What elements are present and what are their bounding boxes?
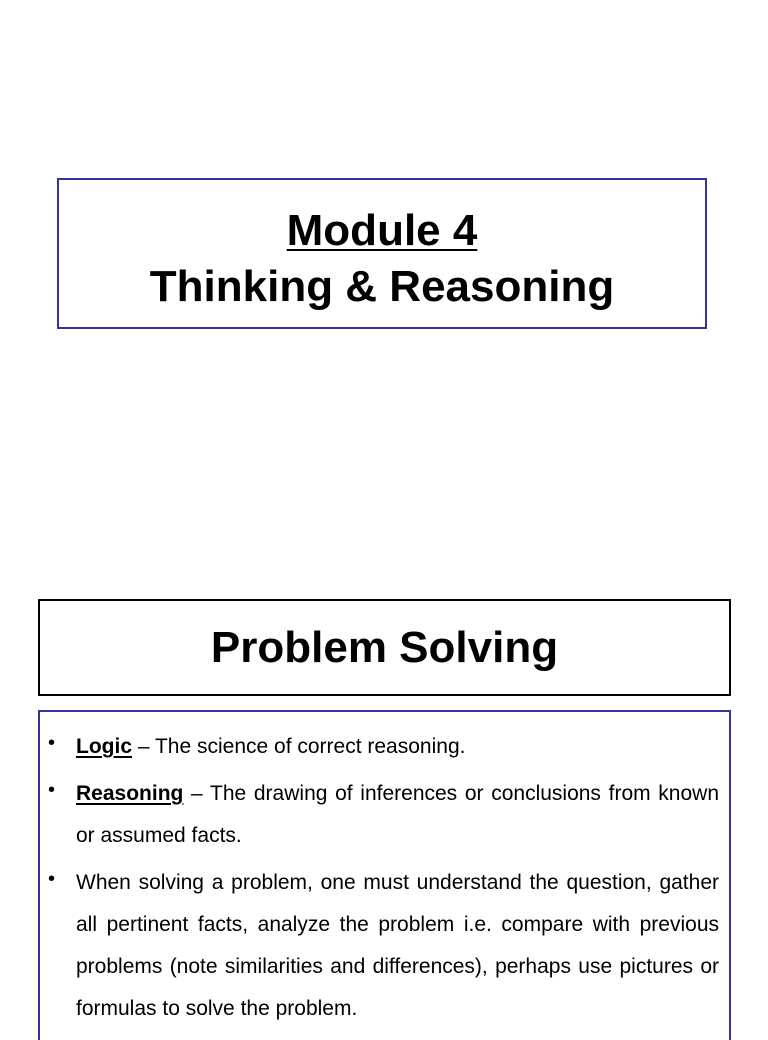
bullet-term: Reasoning: [76, 782, 184, 805]
title-box: [57, 178, 707, 329]
module-title: Module 4: [286, 206, 478, 255]
heading-box: [38, 599, 731, 696]
bullet-icon: •: [48, 779, 56, 801]
module-subtitle: Thinking & Reasoning: [149, 262, 615, 311]
bullet-text: – The science of correct reasoning.: [132, 735, 466, 758]
bullet-text: – The drawing of inferences or conclusions from known or assumed facts.: [76, 782, 719, 847]
bullet-text: When solving a problem, one must understand the question, gather all pertinent facts, analyze the problem i.e. compare with previous problems (note similarities and differences), perhaps use pictures or formulas to solve the problem.: [76, 871, 719, 1020]
bullet-item-reasoning: [48, 773, 719, 857]
content-slide: [0, 520, 768, 1024]
bullet-list: [40, 712, 729, 1030]
bullet-term: Logic: [76, 735, 132, 758]
slide-heading: Problem Solving: [210, 623, 559, 672]
bullet-item-problem-solving: [48, 862, 719, 1030]
body-box: [38, 710, 731, 1040]
bullet-icon: •: [48, 732, 56, 754]
bullet-icon: •: [48, 868, 56, 890]
bullet-item-logic: [48, 726, 719, 768]
